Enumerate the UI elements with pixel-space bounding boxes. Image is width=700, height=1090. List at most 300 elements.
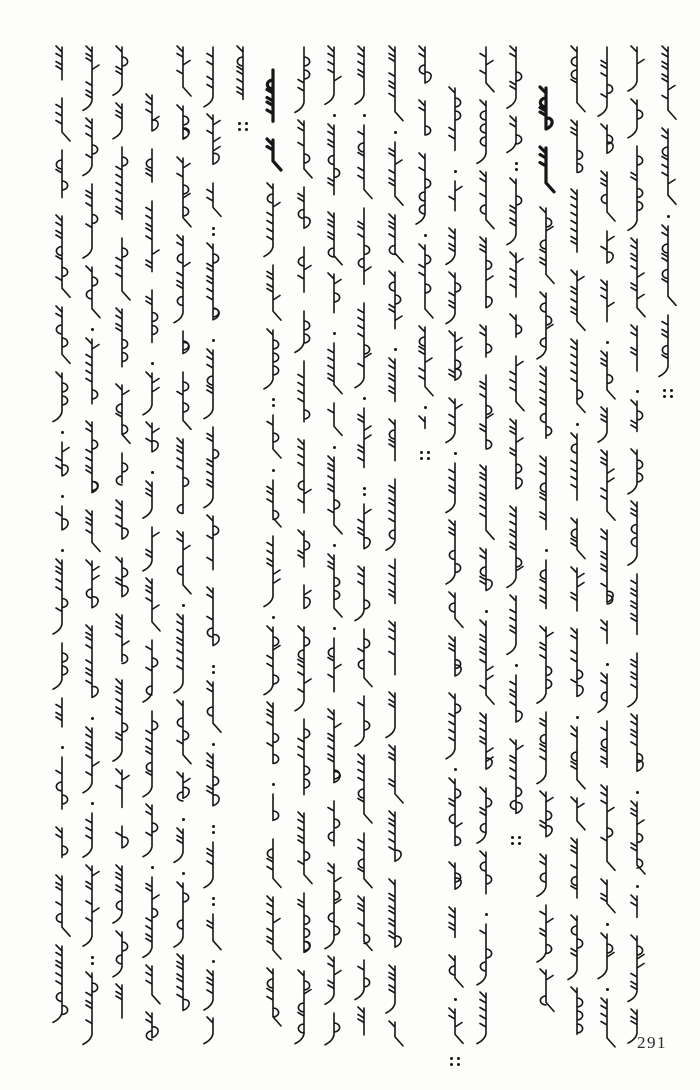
- mongolian-word: [49, 557, 75, 637]
- mongolian-word: [564, 431, 590, 513]
- mongolian-word: [321, 954, 347, 1007]
- mongolian-word: [594, 122, 620, 166]
- paragraph-end-mark: [238, 122, 248, 131]
- punctuation-dot: [272, 469, 275, 472]
- mongolian-word: [79, 336, 105, 416]
- mongolian-word: [170, 328, 196, 366]
- mongolian-word: [624, 447, 650, 496]
- punctuation-dot: [91, 717, 94, 720]
- mongolian-word: [200, 751, 226, 818]
- mongolian-word: [139, 287, 165, 355]
- punctuation-dot: [272, 783, 275, 786]
- mongolian-word: [533, 364, 559, 451]
- mongolian-word: [594, 877, 620, 916]
- mongolian-word: [109, 101, 135, 141]
- mongolian-word: [139, 1010, 165, 1050]
- mongolian-word: [321, 400, 347, 439]
- mongolian-word: [139, 420, 165, 464]
- punctuation-dot: [182, 604, 185, 607]
- mongolian-word: [200, 241, 226, 332]
- mongolian-word: [321, 552, 347, 620]
- mongolian-word: [503, 417, 529, 501]
- mongolian-word: [49, 943, 75, 1025]
- mongolian-word: [564, 118, 590, 184]
- punctuation-dot: [576, 423, 579, 426]
- mongolian-word: [139, 802, 165, 859]
- mongolian-word: [624, 97, 650, 140]
- punctuation-dot: [212, 825, 215, 828]
- mongolian-word: [139, 708, 165, 799]
- mongolian-word: [624, 44, 650, 94]
- mongolian-word: [473, 711, 499, 782]
- mongolian-word: [321, 798, 347, 858]
- punctuation-dot: [212, 665, 215, 668]
- punctuation-dot: [606, 341, 609, 344]
- punctuation-dot: [454, 768, 457, 771]
- mongolian-word: [109, 498, 135, 552]
- mongolian-word: [170, 612, 196, 695]
- punctuation-dot: [333, 114, 336, 117]
- mongolian-word: [473, 921, 499, 987]
- mongolian-word: [291, 118, 317, 181]
- mongolian-word: [382, 963, 408, 1016]
- punctuation-dot: [91, 328, 94, 331]
- mongolian-word: [109, 306, 135, 379]
- mongolian-word: [200, 911, 226, 953]
- mongolian-word: [260, 412, 286, 462]
- mongolian-word: [351, 564, 377, 623]
- mongolian-word: [170, 826, 196, 865]
- mongolian-word: [170, 155, 196, 230]
- mongolian-word: [594, 278, 620, 334]
- punctuation-dot: [212, 897, 215, 900]
- mongolian-word: [533, 789, 559, 849]
- punctuation-dot: [363, 397, 366, 400]
- mongolian-word: [382, 476, 408, 553]
- mongolian-word-bold: [533, 145, 559, 195]
- mongolian-word: [351, 626, 377, 690]
- punctuation-dot: [333, 544, 336, 547]
- mongolian-word: [79, 863, 105, 949]
- mongolian-word: [564, 795, 590, 833]
- mongolian-word: [49, 95, 75, 144]
- mongolian-word: [442, 905, 468, 950]
- text-column: [230, 44, 256, 112]
- mongolian-word: [260, 700, 286, 776]
- mongolian-word: [442, 776, 468, 857]
- mongolian-word: [291, 528, 317, 579]
- mongolian-word: [351, 693, 377, 749]
- mongolian-word: [260, 477, 286, 530]
- mongolian-word: [351, 122, 377, 202]
- mongolian-word: [139, 370, 165, 417]
- mongolian-word: [533, 852, 559, 899]
- mongolian-word: [109, 450, 135, 495]
- mongolian-word: [624, 499, 650, 568]
- mongolian-word: [351, 405, 377, 480]
- mongolian-word: [139, 146, 165, 195]
- text-column: [260, 67, 286, 1032]
- mongolian-word: [564, 913, 590, 982]
- mongolian-word: [139, 524, 165, 573]
- mongolian-word: [200, 968, 226, 1012]
- mongolian-word: [503, 176, 529, 247]
- mongolian-word: [442, 396, 468, 445]
- mongolian-word: [594, 618, 620, 656]
- mongolian-word: [442, 270, 468, 326]
- mongolian-word: [533, 709, 559, 786]
- punctuation-dot: [636, 791, 639, 794]
- mongolian-word: [655, 312, 681, 379]
- mongolian-word: [624, 571, 650, 647]
- mongolian-word: [170, 436, 196, 526]
- mongolian-word: [503, 353, 529, 414]
- mongolian-word: [533, 205, 559, 287]
- mongolian-word: [442, 590, 468, 631]
- mongolian-word: [503, 504, 529, 590]
- mongolian-word: [200, 585, 226, 658]
- mongolian-word: [49, 44, 75, 92]
- text-column: [49, 44, 75, 1032]
- mongolian-word: [473, 44, 499, 95]
- mongolian-word: [260, 262, 286, 324]
- mongolian-word: [473, 785, 499, 846]
- text-column: [200, 44, 226, 1033]
- mongolian-word: [594, 44, 620, 119]
- mongolian-word: [351, 752, 377, 827]
- mongolian-word: [624, 236, 650, 320]
- mongolian-word: [79, 116, 105, 178]
- mongolian-word: [109, 929, 135, 979]
- mongolian-word: [79, 44, 105, 113]
- text-column: [594, 44, 620, 1033]
- mongolian-word: [533, 454, 559, 542]
- mongolian-word: [49, 503, 75, 542]
- mongolian-word: [291, 308, 317, 355]
- mongolian-word: [49, 825, 75, 870]
- mongolian-word: [79, 419, 105, 505]
- mongolian-word: [49, 439, 75, 488]
- mongolian-word: [473, 990, 499, 1046]
- punctuation-dot: [272, 616, 275, 619]
- punctuation-dot: [515, 162, 518, 165]
- mongolian-word: [564, 724, 590, 792]
- punctuation-dot: [606, 663, 609, 666]
- mongolian-word: [442, 1006, 468, 1047]
- punctuation-dot: [363, 114, 366, 117]
- mongolian-word: [564, 626, 590, 709]
- mongolian-word: [200, 347, 226, 421]
- mongolian-word: [321, 210, 347, 268]
- mongolian-word: [49, 754, 75, 822]
- mongolian-word: [473, 169, 499, 232]
- text-column: [109, 44, 135, 1034]
- mongolian-word: [564, 516, 590, 562]
- mongolian-word: [79, 725, 105, 795]
- mongolian-word: [594, 448, 620, 524]
- punctuation-dot: [636, 390, 639, 393]
- text-column: [170, 44, 196, 1032]
- punctuation-dot: [272, 398, 275, 401]
- mongolian-word: [382, 417, 408, 473]
- mongolian-word: [200, 44, 226, 109]
- mongolian-word: [291, 358, 317, 434]
- mongolian-word: [109, 982, 135, 1031]
- mongolian-word: [291, 44, 317, 115]
- mongolian-word: [594, 405, 620, 445]
- mongolian-word: [139, 576, 165, 634]
- mongolian-word: [351, 957, 377, 1002]
- mongolian-word: [321, 271, 347, 325]
- punctuation-dot: [333, 627, 336, 630]
- mongolian-word: [49, 695, 75, 739]
- mongolian-word: [170, 369, 196, 433]
- mongolian-word: [473, 463, 499, 543]
- punctuation-dot: [212, 339, 215, 342]
- mongolian-word: [139, 874, 165, 960]
- mongolian-word: [624, 893, 650, 930]
- punctuation-dot: [182, 818, 185, 821]
- mongolian-word: [291, 437, 317, 525]
- mongolian-word: [139, 92, 165, 143]
- mongolian-word: [291, 716, 317, 807]
- mongolian-word: [473, 98, 499, 166]
- mongolian-word: [200, 679, 226, 736]
- mongolian-word: [200, 112, 226, 177]
- mongolian-word: [412, 324, 438, 399]
- mongolian-word: [473, 546, 499, 603]
- mongolian-word: [170, 233, 196, 325]
- mongolian-word: [442, 226, 468, 267]
- mongolian-word: [291, 624, 317, 713]
- mongolian-word: [170, 952, 196, 1023]
- mongolian-word: [655, 44, 681, 123]
- punctuation-dot: [91, 802, 94, 805]
- paragraph-end-mark: [420, 451, 430, 460]
- mongolian-word: [200, 180, 226, 220]
- mongolian-word: [594, 671, 620, 715]
- mongolian-word: [260, 836, 286, 891]
- mongolian-word: [79, 508, 105, 555]
- mongolian-word: [624, 799, 650, 878]
- mongolian-word: [321, 1010, 347, 1047]
- text-column: [503, 44, 529, 833]
- mongolian-word: [594, 996, 620, 1050]
- mongolian-word: [473, 849, 499, 906]
- punctuation-dot: [424, 406, 427, 409]
- mongolian-word: [382, 690, 408, 740]
- mongolian-word: [382, 44, 408, 124]
- mongolian-word: [260, 181, 286, 259]
- punctuation-dot: [151, 362, 154, 365]
- mongolian-word: [351, 44, 377, 107]
- mongolian-word: [564, 187, 590, 265]
- punctuation-dot: [61, 549, 64, 552]
- mongolian-word: [321, 861, 347, 951]
- mongolian-word: [442, 178, 468, 223]
- mongolian-word: [351, 205, 377, 297]
- mongolian-word: [79, 181, 105, 261]
- mongolian-word: [533, 557, 559, 621]
- mongolian-word: [139, 637, 165, 705]
- mongolian-word: [139, 198, 165, 284]
- punctuation-dot: [485, 610, 488, 613]
- mongolian-word: [533, 290, 559, 361]
- mongolian-word: [139, 479, 165, 521]
- mongolian-word: [79, 810, 105, 860]
- punctuation-dot: [333, 446, 336, 449]
- mongolian-word: [79, 623, 105, 710]
- mongolian-word: [382, 556, 408, 616]
- mongolian-word: [412, 44, 438, 95]
- mongolian-word: [594, 228, 620, 275]
- text-column: [624, 44, 650, 1030]
- mongolian-word: [442, 85, 468, 163]
- mongolian-word: [200, 1015, 226, 1046]
- mongolian-word: [260, 624, 286, 697]
- mongolian-word: [564, 268, 590, 334]
- mongolian-word: [442, 329, 468, 393]
- mongolian-word: [594, 718, 620, 780]
- mongolian-word: [533, 902, 559, 964]
- mongolian-word: [291, 244, 317, 305]
- mongolian-word: [170, 880, 196, 949]
- mongolian-word: [564, 985, 590, 1047]
- mongolian-word: [170, 698, 196, 767]
- paragraph-end-mark: [663, 389, 673, 398]
- mongolian-word: [139, 963, 165, 1007]
- mongolian-word: [260, 533, 286, 609]
- mongolian-word: [109, 235, 135, 303]
- mongolian-word: [442, 691, 468, 761]
- punctuation-dot: [212, 960, 215, 963]
- mongolian-word: [79, 970, 105, 1047]
- text-column: [442, 85, 468, 1030]
- mongolian-word: [594, 783, 620, 874]
- mongolian-word: [109, 823, 135, 860]
- mongolian-word: [170, 770, 196, 811]
- punctuation-dot: [454, 998, 457, 1001]
- mongolian-word: [442, 460, 468, 515]
- mongolian-word: [624, 933, 650, 1004]
- punctuation-dot: [61, 746, 64, 749]
- punctuation-dot: [606, 923, 609, 926]
- text-column: [412, 44, 438, 430]
- punctuation-dot: [363, 487, 366, 490]
- text-column: [351, 44, 377, 1032]
- mongolian-word: [624, 398, 650, 444]
- mongolian-word: [321, 44, 347, 107]
- mongolian-word: [49, 370, 75, 424]
- mongolian-word: [109, 677, 135, 764]
- punctuation-dot: [485, 913, 488, 916]
- paragraph-end-mark: [511, 836, 521, 845]
- mongolian-word: [594, 527, 620, 615]
- mongolian-word: [49, 640, 75, 692]
- mongolian-word: [382, 212, 408, 266]
- mongolian-word-bold: [533, 85, 559, 142]
- mongolian-word: [230, 44, 256, 112]
- text-column: [382, 44, 408, 1033]
- mongolian-word: [503, 672, 529, 734]
- mongolian-word: [49, 873, 75, 940]
- mongolian-word: [564, 836, 590, 910]
- mongolian-word: [473, 323, 499, 369]
- mongolian-word: [260, 966, 286, 1029]
- mongolian-word: [291, 810, 317, 887]
- mongolian-word: [624, 143, 650, 233]
- mongolian-word: [291, 184, 317, 241]
- mongolian-word: [351, 300, 377, 390]
- mongolian-word: [291, 968, 317, 1046]
- punctuation-dot: [151, 866, 154, 869]
- mongolian-word: [109, 555, 135, 609]
- mongolian-word: [200, 839, 226, 890]
- mongolian-word: [321, 122, 347, 207]
- mongolian-word: [382, 139, 408, 209]
- mongolian-word: [564, 44, 590, 115]
- punctuation-dot: [61, 495, 64, 498]
- mongolian-word: [382, 269, 408, 341]
- mongolian-word: [351, 501, 377, 561]
- page-number: 291: [637, 1033, 667, 1052]
- mongolian-word: [109, 612, 135, 674]
- punctuation-dot: [212, 227, 215, 230]
- punctuation-dot: [182, 872, 185, 875]
- mongolian-word: [412, 242, 438, 321]
- mongolian-word: [49, 304, 75, 367]
- mongolian-word: [564, 565, 590, 623]
- punctuation-dot: [91, 956, 94, 959]
- mongolian-word: [321, 454, 347, 537]
- mongolian-word: [382, 743, 408, 806]
- mongolian-word: [109, 44, 135, 98]
- mongolian-word: [382, 1019, 408, 1049]
- mongolian-word: [442, 634, 468, 688]
- mongolian-word: [382, 809, 408, 874]
- mongolian-word: [382, 356, 408, 414]
- mongolian-word: [109, 382, 135, 447]
- punctuation-dot: [61, 431, 64, 434]
- mongolian-word: [170, 529, 196, 597]
- punctuation-dot: [576, 716, 579, 719]
- mongolian-word: [109, 863, 135, 926]
- mongolian-word: [473, 618, 499, 708]
- text-column: [533, 85, 559, 1018]
- mongolian-word: [442, 518, 468, 587]
- mongolian-word: [624, 712, 650, 784]
- mongolian-word: [412, 98, 438, 148]
- punctuation-dot: [636, 885, 639, 888]
- mongolian-word: [351, 894, 377, 954]
- mongolian-word: [503, 737, 529, 826]
- mongolian-word-bold: [260, 67, 286, 134]
- punctuation-dot: [394, 348, 397, 351]
- punctuation-dot: [667, 215, 670, 218]
- mongolian-word: [503, 312, 529, 350]
- text-column: [473, 44, 499, 1032]
- mongolian-word: [79, 264, 105, 321]
- mongolian-word: [170, 44, 196, 100]
- mongolian-word: [291, 890, 317, 965]
- mongolian-word: [412, 414, 438, 441]
- text-column: [655, 44, 681, 368]
- punctuation-dot: [212, 743, 215, 746]
- punctuation-dot: [515, 664, 518, 667]
- mongolian-word: [533, 967, 559, 1015]
- mongolian-word: [503, 250, 529, 309]
- mongolian-word: [473, 235, 499, 320]
